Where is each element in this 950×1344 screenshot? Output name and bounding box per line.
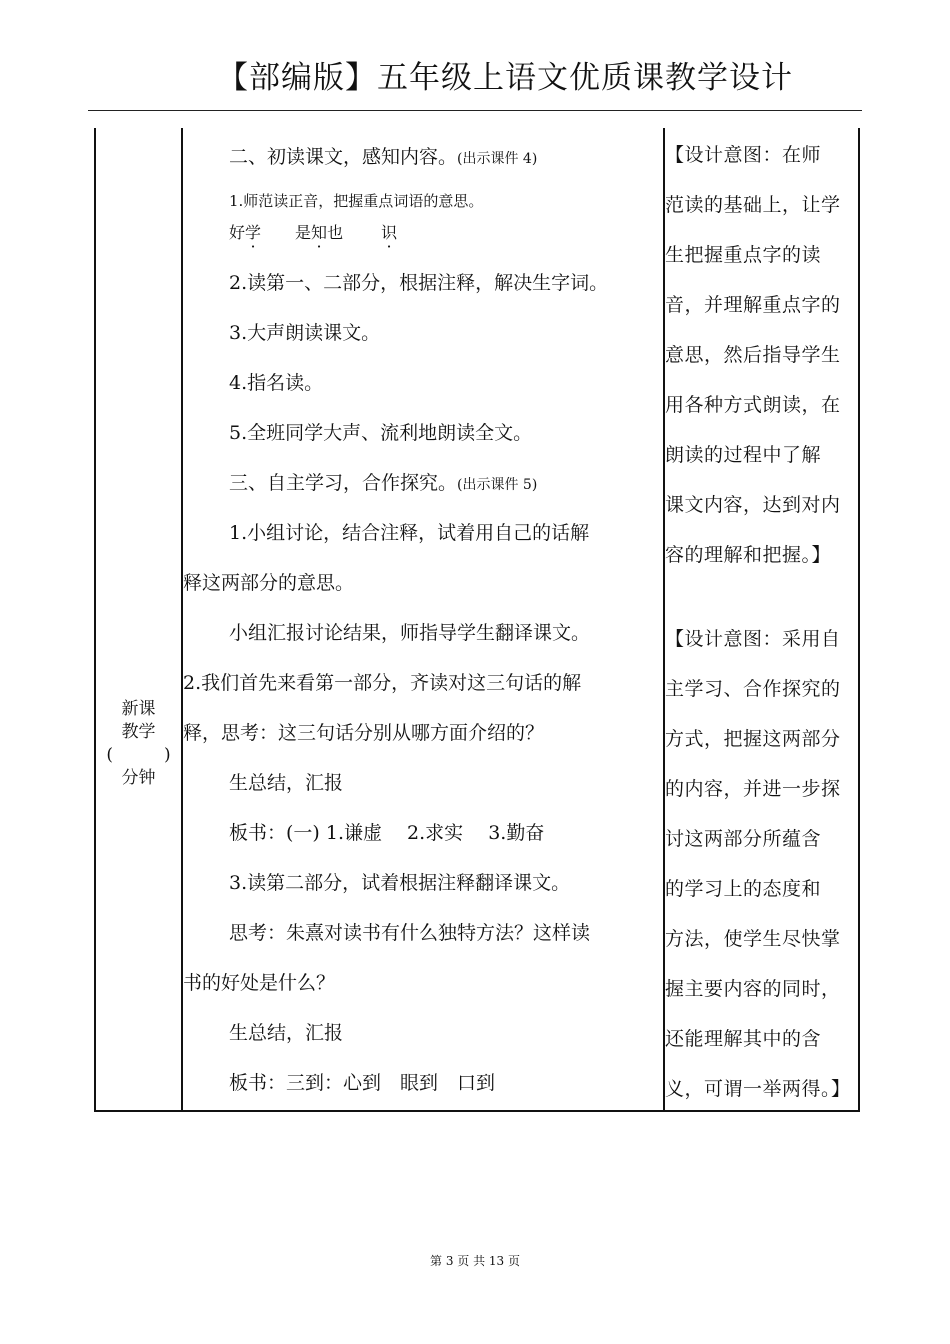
step-text: 释，思考：这三句话分别从哪方面介绍的？ xyxy=(183,722,545,744)
step-text: 1.小组讨论，结合注释，试着用自己的话解 xyxy=(229,522,590,544)
design-intent-text: 生把握重点字的读 xyxy=(665,244,822,266)
step-text: 书的好处是什么？ xyxy=(183,972,336,994)
step-text: 1.师范读正音，把握重点词语的意思。 xyxy=(229,192,484,210)
design-intent-text: 音，并理解重点字的 xyxy=(665,294,841,316)
key-words xyxy=(183,220,397,243)
stage-label-line: 教学 xyxy=(121,722,156,742)
key-word-char: 是 xyxy=(295,223,312,242)
stage-duration-blank: ( ) xyxy=(106,745,171,765)
step-text: 思考：朱熹对读书有什么独特方法？这样读 xyxy=(229,922,591,944)
stage-label-line: 分钟 xyxy=(121,768,156,788)
design-intent-text: 义，可谓一举两得。】 xyxy=(665,1078,851,1100)
section-heading-text: 三、自主学习，合作探究。 xyxy=(229,472,458,494)
key-word-char-dotted: 学 xyxy=(245,223,262,242)
section-heading xyxy=(183,468,537,495)
design-intent-text: 的学习上的态度和 xyxy=(665,878,822,900)
key-word-char-dotted: 知 xyxy=(311,223,328,242)
section-heading xyxy=(183,142,537,169)
step-text: 5.全班同学大声、流利地朗读全文。 xyxy=(229,422,533,444)
design-intent-text: 课文内容，达到对内 xyxy=(665,494,841,516)
step-text: 释这两部分的意思。 xyxy=(183,572,355,594)
design-intent-text: 朗读的过程中了解 xyxy=(665,444,822,466)
blackboard-text: 板书：三到：心到 眼到 口到 xyxy=(229,1072,496,1094)
step-text: 生总结，汇报 xyxy=(229,1022,344,1044)
design-intent-text: 意思，然后指导学生 xyxy=(665,344,841,366)
section-heading-text: 二、初读课文，感知内容。 xyxy=(229,146,458,168)
design-intent-text: 方法，使学生尽快掌 xyxy=(665,928,841,950)
page-number: 第 3 页 共 13 页 xyxy=(430,1254,520,1268)
design-intent-text: 【设计意图：在师 xyxy=(665,144,822,166)
courseware-note: (出示课件 5) xyxy=(457,477,538,493)
design-intent-text: 讨这两部分所蕴含 xyxy=(665,828,822,850)
step-text: 2.我们首先来看第一部分，齐读对这三句话的解 xyxy=(183,672,582,694)
key-word-char: 也 xyxy=(327,223,344,242)
design-intent-text: 用各种方式朗读，在 xyxy=(665,394,841,416)
header-divider xyxy=(88,110,862,111)
page-title: 【部编版】五年级上语文优质课教学设计 xyxy=(217,60,793,96)
design-intent-text: 的内容，并进一步探 xyxy=(665,778,841,800)
design-intent-text: 还能理解其中的含 xyxy=(665,1028,822,1050)
design-intent-text: 方式，把握这两部分 xyxy=(665,728,841,750)
step-text: 3.大声朗读课文。 xyxy=(229,322,381,344)
key-word-char-dotted: 识 xyxy=(381,223,398,242)
step-text: 3.读第二部分，试着根据注释翻译课文。 xyxy=(229,872,571,894)
stage-label xyxy=(96,698,181,790)
step-text: 小组汇报讨论结果，师指导学生翻译课文。 xyxy=(229,622,591,644)
stage-column xyxy=(96,128,183,1110)
design-intent-text: 容的理解和把握。】 xyxy=(665,544,832,566)
lesson-table xyxy=(94,128,860,1112)
design-intent-text: 范读的基础上，让学 xyxy=(665,194,841,216)
stage-label-line: 新课 xyxy=(121,699,156,719)
courseware-note: (出示课件 4) xyxy=(457,151,538,167)
design-intent-column xyxy=(665,128,856,1110)
step-text: 生总结，汇报 xyxy=(229,772,344,794)
step-text: 2.读第一、二部分，根据注释，解决生字词。 xyxy=(229,272,609,294)
design-intent-text: 主学习、合作探究的 xyxy=(665,678,841,700)
blackboard-text: 板书：(一) 1.谦虚 2.求实 3.勤奋 xyxy=(229,822,545,844)
key-word-char: 好 xyxy=(229,223,246,242)
teaching-process-column xyxy=(183,128,665,1110)
design-intent-text: 【设计意图：采用自 xyxy=(665,628,841,650)
step-text: 4.指名读。 xyxy=(229,372,324,394)
design-intent-text: 握主要内容的同时， xyxy=(665,978,841,1000)
